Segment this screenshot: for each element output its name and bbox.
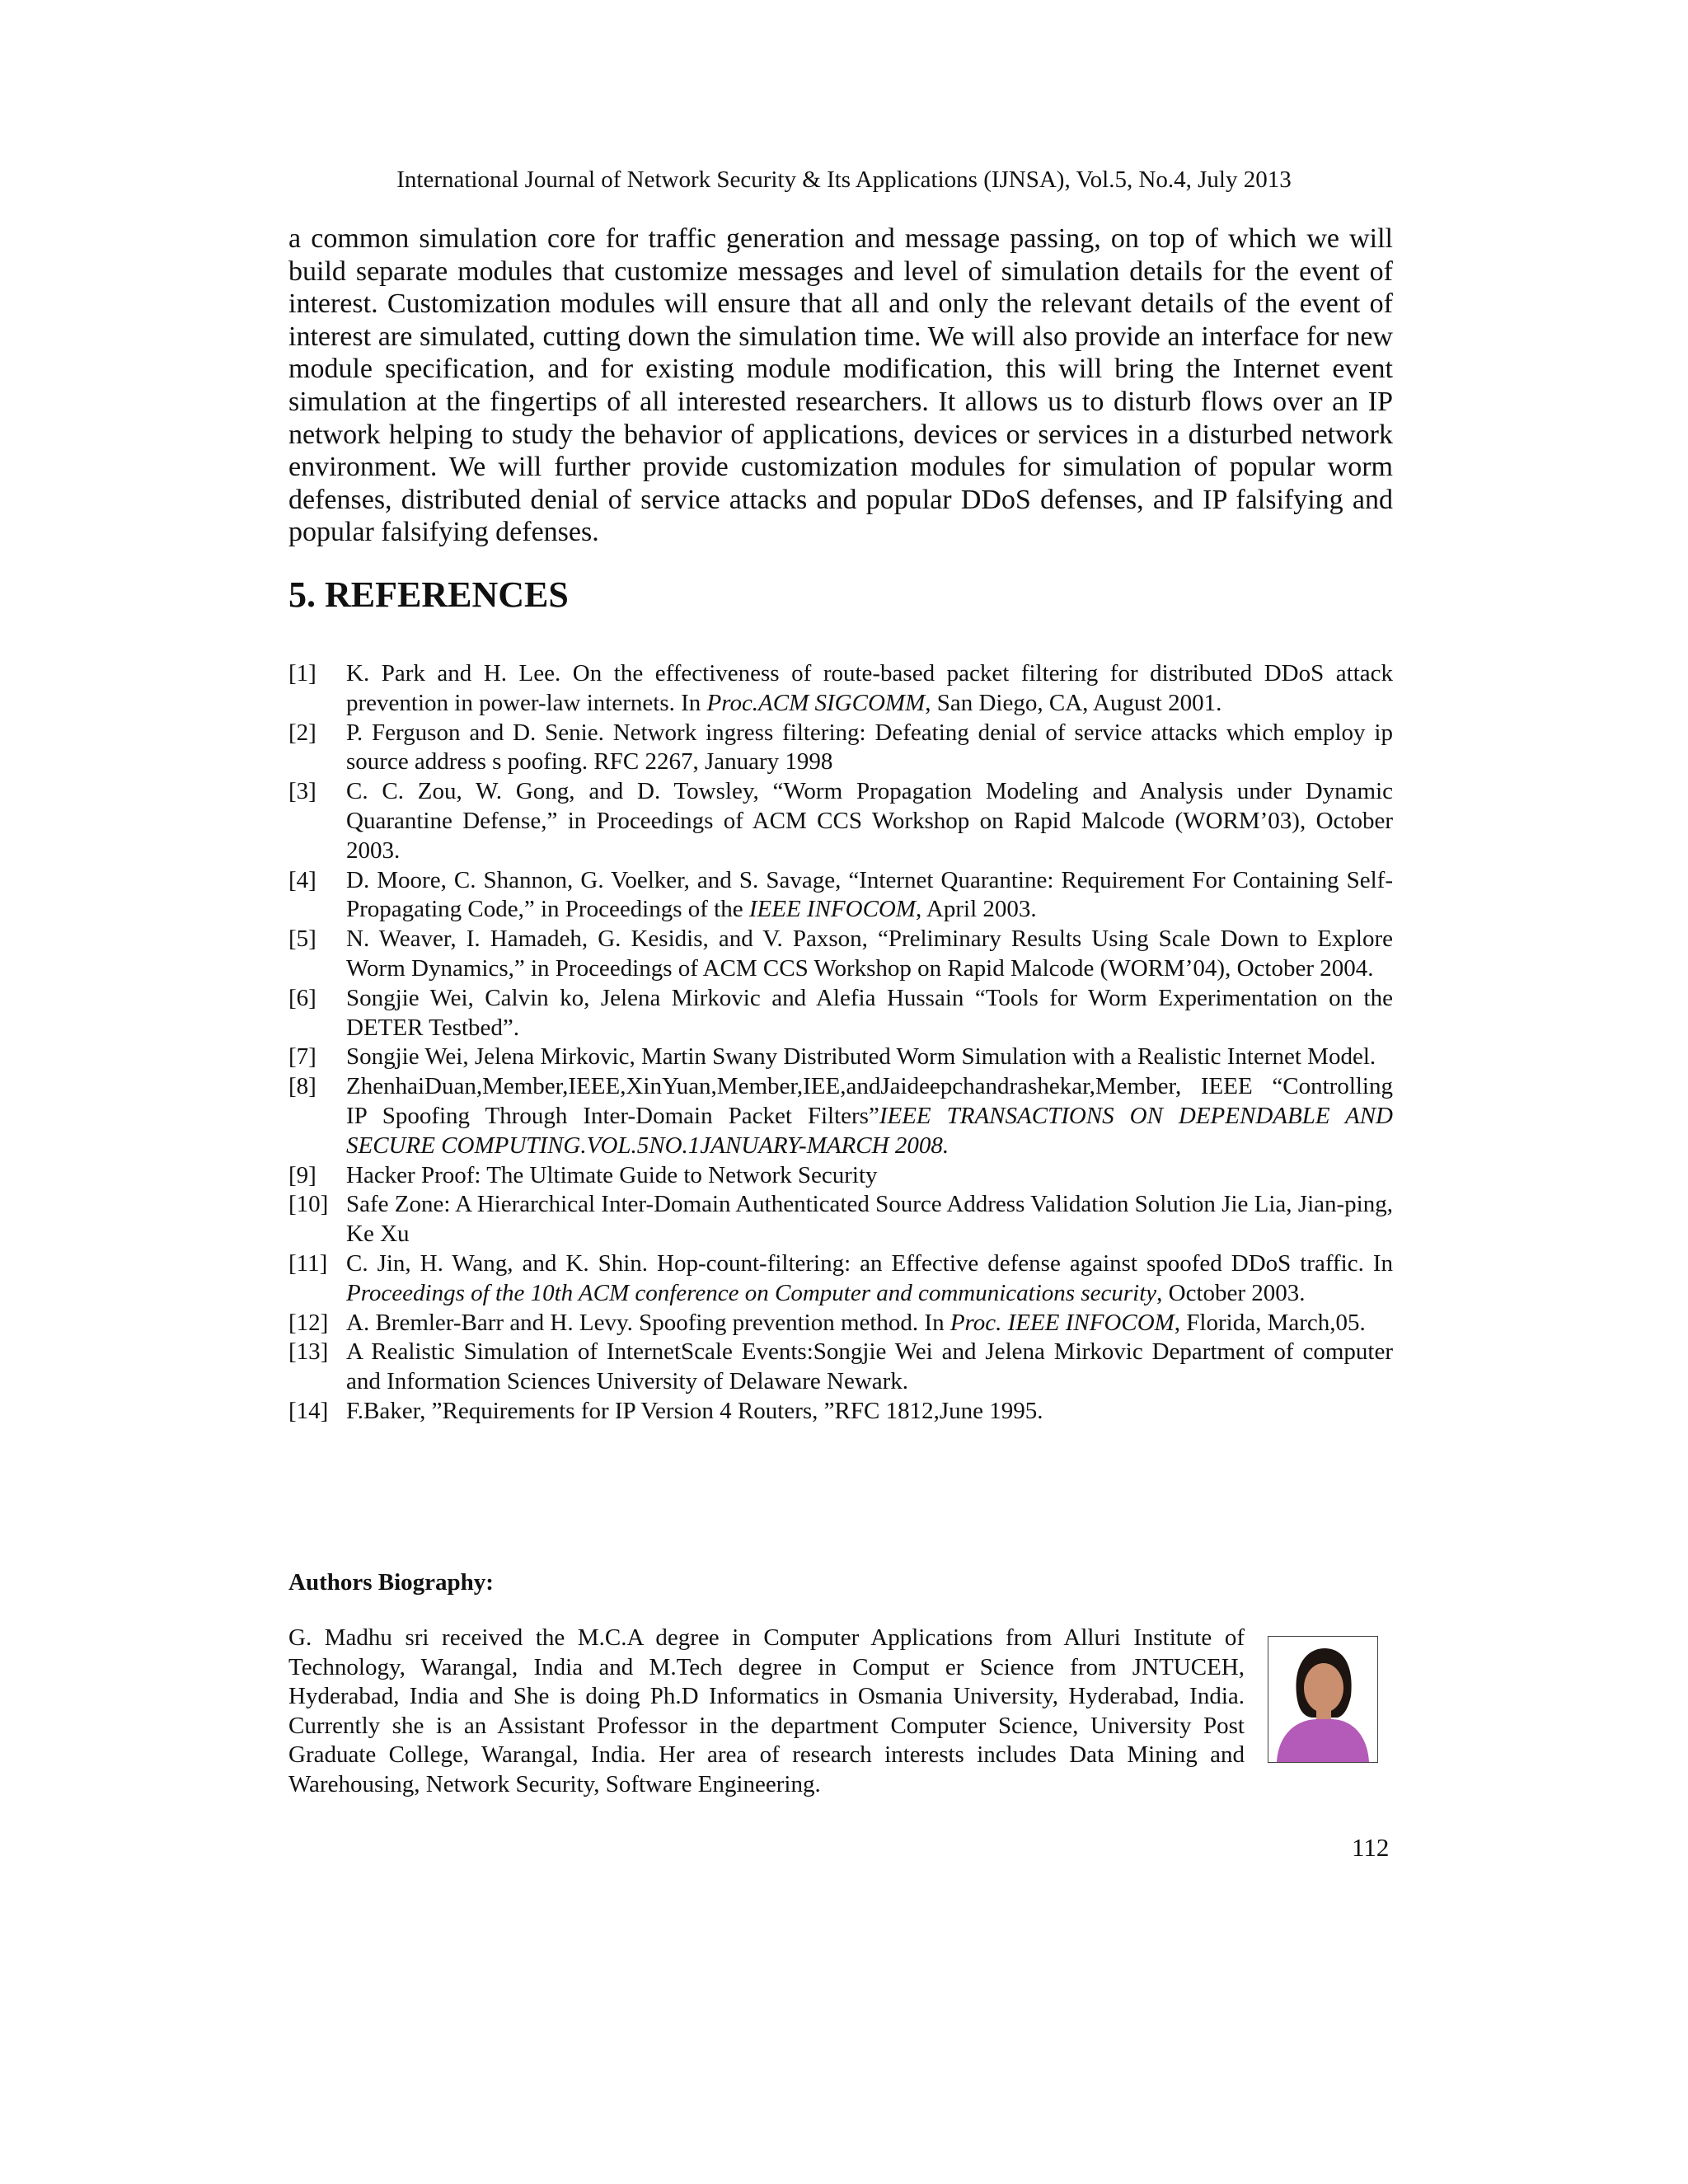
reference-list (288, 659, 1393, 1427)
reference-item (288, 777, 1393, 865)
reference-venue: IEEE INFOCOM (748, 896, 917, 923)
reference-text: Songjie Wei, Calvin ko, Jelena Mirkovic and Alefia Hussain “Tools for Worm Experimentation on the DETER Testbed”. (346, 984, 1393, 1041)
reference-text: C. Jin, H. Wang, and K. Shin. Hop-count-filtering: an Effective defense against spoofed DDoS traffic. In (346, 1249, 1393, 1277)
reference-text: A Realistic Simulation of InternetScale Events:Songjie Wei and Jelena Mirkovic Department of computer and Information Sciences University of Delaware Newark. (346, 1338, 1393, 1395)
reference-item (288, 866, 1393, 926)
reference-venue: Proc. IEEE INFOCOM (950, 1309, 1175, 1336)
reference-text-tail: , October 2003. (1156, 1279, 1306, 1306)
running-head: International Journal of Network Security & Its Applications (IJNSA), Vol.5, No.4, July 2013 (396, 166, 1292, 193)
reference-item (288, 1161, 1393, 1191)
reference-venue: Proceedings of the 10th ACM conference on Computer and communications security (346, 1279, 1157, 1306)
authors-biography-heading: Authors Biography: (288, 1569, 494, 1596)
reference-number: [6] (288, 984, 316, 1011)
conclusion-paragraph: a common simulation core for traffic generation and message passing, on top of which we will build separate modules that customize messages and level of simulation details for the event of interest. Customization modules will ensure that all and only the relevant details of the event of interest are simulated, cutting down the simulation time. We will also provide an interface for new module specification, and for existing module modification, this will bring the Internet event simulation at the fingertips of all interested researchers. It allows us to disturb flows over an IP network helping to study the behavior of applications, devices or services in a disturbed network environment. We will further provide customization modules for simulation of popular worm defenses, distributed denial of service attacks and popular DDoS defenses, and IP falsifying and popular falsifying defenses. (288, 223, 1393, 548)
reference-text: A. Bremler-Barr and H. Levy. Spoofing prevention method. In (346, 1309, 950, 1336)
reference-item (288, 1249, 1393, 1309)
reference-text: Safe Zone: A Hierarchical Inter-Domain Authenticated Source Address Validation Solution Jie Lia, Jian-ping, Ke Xu (346, 1191, 1393, 1248)
page-number: 112 (1352, 1833, 1390, 1862)
reference-item (288, 719, 1393, 778)
reference-text: K. Park and H. Lee. On the effectiveness of route-based packet filtering for distributed DDoS attack prevention in power-law internets. In (346, 660, 1393, 716)
reference-text-tail: , Florida, March,05. (1174, 1309, 1366, 1336)
reference-text: Songjie Wei, Jelena Mirkovic, Martin Swany Distributed Worm Simulation with a Realistic Internet Model. (346, 1043, 1376, 1071)
reference-number: [1] (288, 660, 316, 687)
reference-item (288, 984, 1393, 1043)
reference-number: [14] (288, 1397, 329, 1424)
reference-number: [9] (288, 1161, 316, 1188)
reference-text: Hacker Proof: The Ultimate Guide to Network Security (346, 1161, 878, 1188)
reference-item (288, 1190, 1393, 1249)
reference-item (288, 1309, 1393, 1338)
reference-number: [13] (288, 1338, 329, 1366)
reference-item (288, 925, 1393, 984)
reference-text: F.Baker, ”Requirements for IP Version 4 Routers, ”RFC 1812,June 1995. (346, 1397, 1043, 1424)
reference-number: [4] (288, 866, 316, 893)
reference-text: P. Ferguson and D. Senie. Network ingress filtering: Defeating denial of service attacks which employ ip source address s poofing. RFC 2267, January 1998 (346, 719, 1393, 776)
reference-venue: Proc.ACM SIGCOMM (706, 689, 926, 716)
reference-item (288, 1072, 1393, 1160)
reference-item (288, 1043, 1393, 1072)
reference-number: [7] (288, 1043, 316, 1071)
reference-item (288, 659, 1393, 719)
reference-text-tail: , San Diego, CA, August 2001. (925, 689, 1222, 716)
reference-text: D. Moore, C. Shannon, G. Voelker, and S. Savage, “Internet Quarantine: Requirement For Containing Self-Propagating Code,” in Proceedings of the (346, 866, 1393, 923)
reference-item (288, 1397, 1393, 1427)
author-photo (1268, 1636, 1378, 1763)
reference-text-tail: , April 2003. (916, 896, 1037, 923)
reference-item (288, 1338, 1393, 1397)
reference-number: [10] (288, 1191, 329, 1218)
reference-number: [5] (288, 926, 316, 953)
reference-text: C. C. Zou, W. Gong, and D. Towsley, “Worm Propagation Modeling and Analysis under Dynamic Quarantine Defense,” in Proceedings of ACM CCS Workshop on Rapid Malcode (WORM’03), October 2003. (346, 778, 1393, 864)
reference-number: [2] (288, 719, 316, 746)
reference-number: [12] (288, 1309, 329, 1336)
reference-text: N. Weaver, I. Hamadeh, G. Kesidis, and V. Paxson, “Preliminary Results Using Scale Down to Explore Worm Dynamics,” in Proceedings of ACM CCS Workshop on Rapid Malcode (WORM’04), October 2004. (346, 926, 1393, 982)
author-biography: G. Madhu sri received the M.C.A degree in Computer Applications from Alluri Institute of Technology, Warangal, India and M.Tech degree in Comput er Science from JNTUCEH, Hyderabad, India and She is doing Ph.D Informatics in Osmania University, Hyderabad, India. Currently she is an Assistant Professor in the department Computer Science, University Post Graduate College, Warangal, India. Her area of research interests includes Data Mining and Warehousing, Network Security, Software Engineering. (288, 1624, 1245, 1797)
reference-venue: IEEE TRANSACTIONS ON DEPENDABLE AND SECURE COMPUTING.VOL.5NO.1JANUARY-MARCH 2008. (346, 1102, 1394, 1159)
references-heading: 5. REFERENCES (288, 574, 569, 615)
reference-number: [8] (288, 1073, 316, 1100)
reference-number: [3] (288, 778, 316, 805)
reference-text: ZhenhaiDuan,Member,IEEE,XinYuan,Member,IEE,andJaideepchandrashekar,Member, IEEE “Controlling IP Spoofing Through Inter-Domain Packet Filters” (346, 1073, 1393, 1129)
author-portrait (1268, 1637, 1377, 1762)
reference-number: [11] (288, 1249, 328, 1277)
